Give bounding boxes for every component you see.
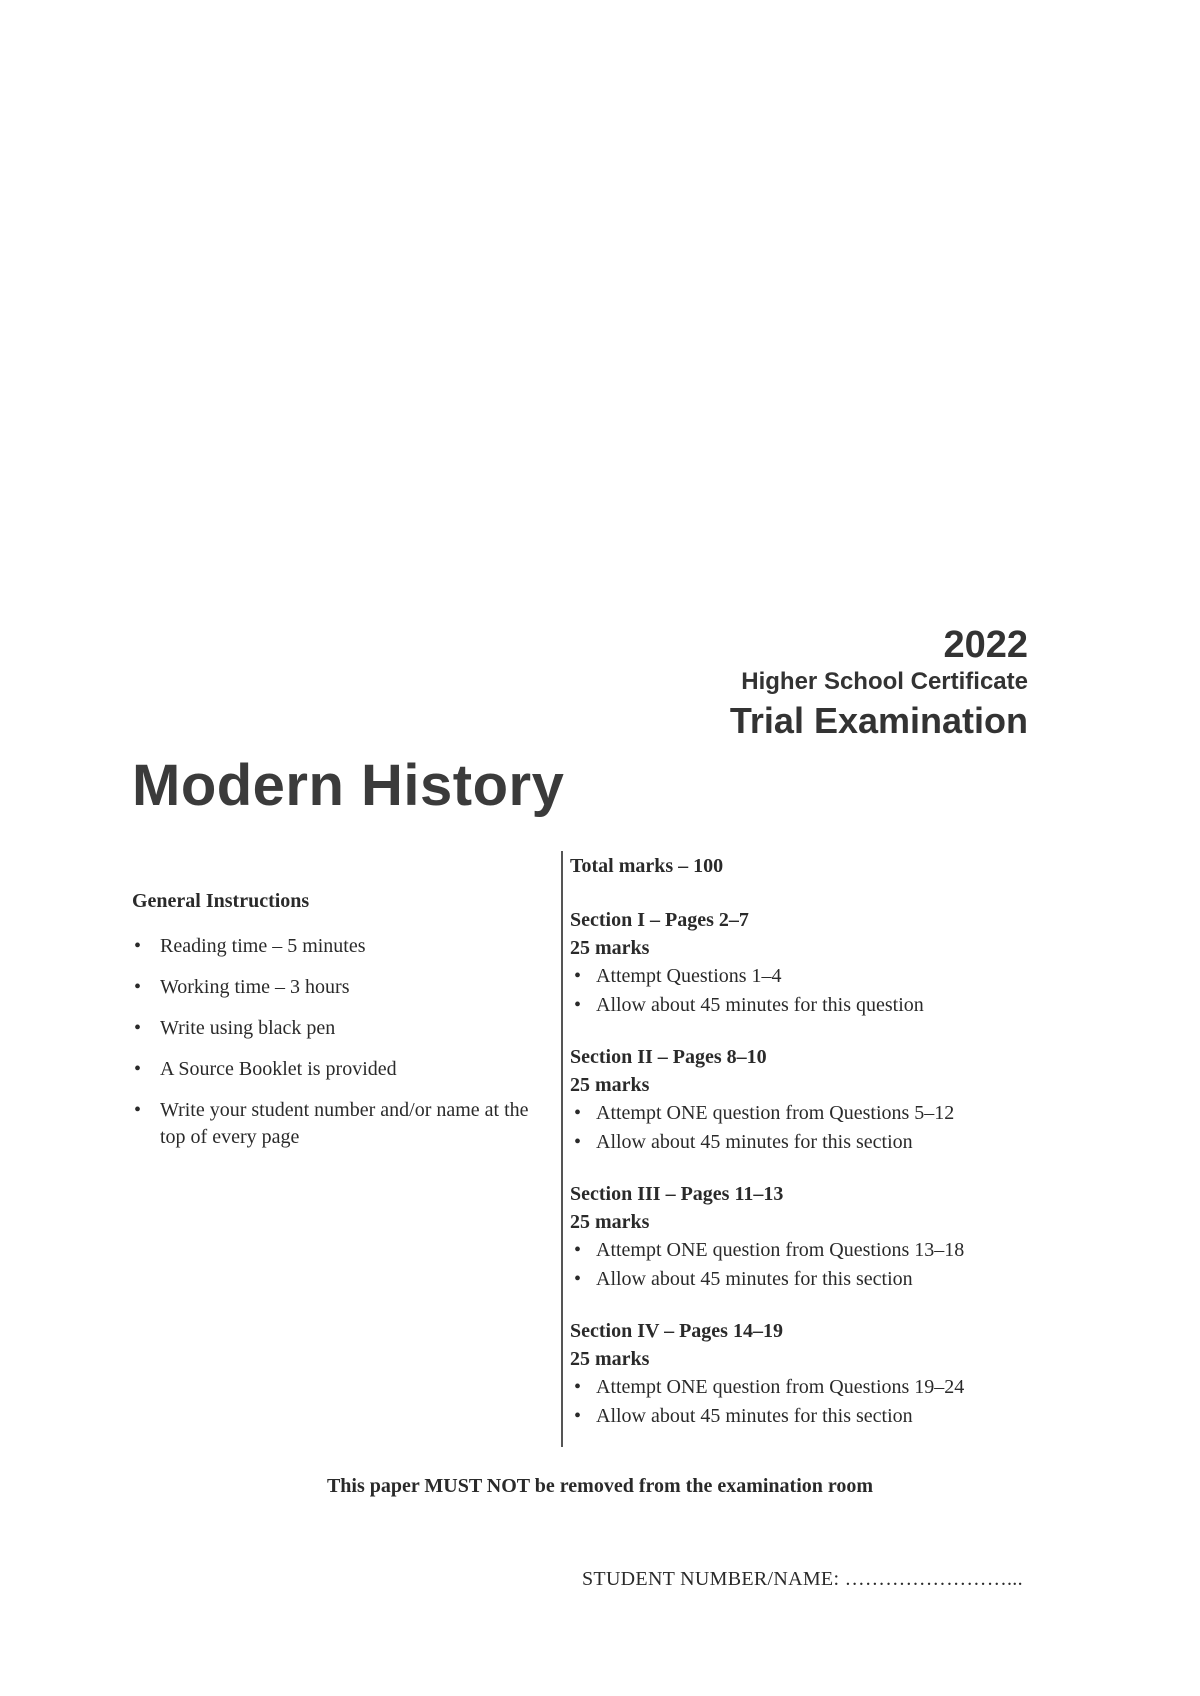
section-block [570,1180,1090,1294]
instruction-item [132,1097,552,1151]
bullet-icon: • [574,1102,582,1124]
section-heading: Section II – Pages 8–10 [570,1046,767,1068]
removal-warning: This paper MUST NOT be removed from the examination room [326,1475,874,1497]
section-instruction-text: Attempt Questions 1–4 [596,965,782,987]
instruction-text: Reading time – 5 minutes [160,935,366,957]
section-instruction-item [570,1402,1090,1431]
section-marks: 25 marks [570,937,650,959]
total-marks: Total marks – 100 [570,855,724,877]
section-marks: 25 marks [570,1211,650,1233]
section-block [570,1043,1090,1157]
section-heading: Section I – Pages 2–7 [570,909,749,931]
section-instructions [570,1099,1090,1157]
section-instructions [570,962,1090,1020]
section-instruction-text: Allow about 45 minutes for this section [596,1268,913,1290]
section-instruction-item [570,991,1090,1020]
exam-type: Trial Examination [729,700,1028,741]
general-instructions-list [132,933,552,1151]
instruction-text: Working time – 3 hours [160,976,350,998]
instruction-item [132,1056,552,1083]
instruction-text: Write your student number and/or name at the top of every page [160,1099,529,1148]
bullet-icon: • [574,1405,582,1427]
bullet-icon: • [134,976,142,998]
section-heading: Section III – Pages 11–13 [570,1183,784,1205]
section-instruction-item [570,1236,1090,1265]
section-instruction-text: Allow about 45 minutes for this question [596,994,924,1016]
section-instruction-text: Attempt ONE question from Questions 19–24 [596,1376,965,1398]
section-instruction-text: Attempt ONE question from Questions 13–18 [596,1239,965,1261]
column-divider [561,851,563,1447]
bullet-icon: • [134,1099,142,1121]
bullet-icon: • [574,1131,582,1153]
section-instruction-item [570,962,1090,991]
student-number-field: STUDENT NUMBER/NAME: ……………………... [582,1568,1023,1590]
subject-title: Modern History [132,753,565,818]
instruction-text: Write using black pen [160,1017,336,1039]
section-instruction-item [570,1265,1090,1294]
section-instructions [570,1373,1090,1431]
section-instruction-text: Allow about 45 minutes for this section [596,1405,913,1427]
section-block [570,1317,1090,1431]
section-instructions [570,1236,1090,1294]
instruction-text: A Source Booklet is provided [160,1058,397,1080]
section-instruction-text: Allow about 45 minutes for this section [596,1131,913,1153]
bullet-icon: • [134,1017,142,1039]
bullet-icon: • [574,1239,582,1261]
section-instruction-item [570,1099,1090,1128]
section-marks: 25 marks [570,1074,650,1096]
instruction-item [132,933,552,960]
bullet-icon: • [574,965,582,987]
section-block [570,906,1090,1020]
bullet-icon: • [574,994,582,1016]
general-instructions-title: General Instructions [132,890,310,912]
section-instruction-item [570,1128,1090,1157]
instruction-item [132,974,552,1001]
section-instruction-item [570,1373,1090,1402]
bullet-icon: • [134,935,142,957]
instruction-item [132,1015,552,1042]
bullet-icon: • [574,1376,582,1398]
section-marks: 25 marks [570,1348,650,1370]
bullet-icon: • [134,1058,142,1080]
section-heading: Section IV – Pages 14–19 [570,1320,783,1342]
exam-year: 2022 [943,624,1028,666]
general-instructions [132,890,552,1165]
marks-breakdown [570,852,1090,1454]
certificate-name: Higher School Certificate [741,668,1028,695]
bullet-icon: • [574,1268,582,1290]
section-instruction-text: Attempt ONE question from Questions 5–12 [596,1102,955,1124]
